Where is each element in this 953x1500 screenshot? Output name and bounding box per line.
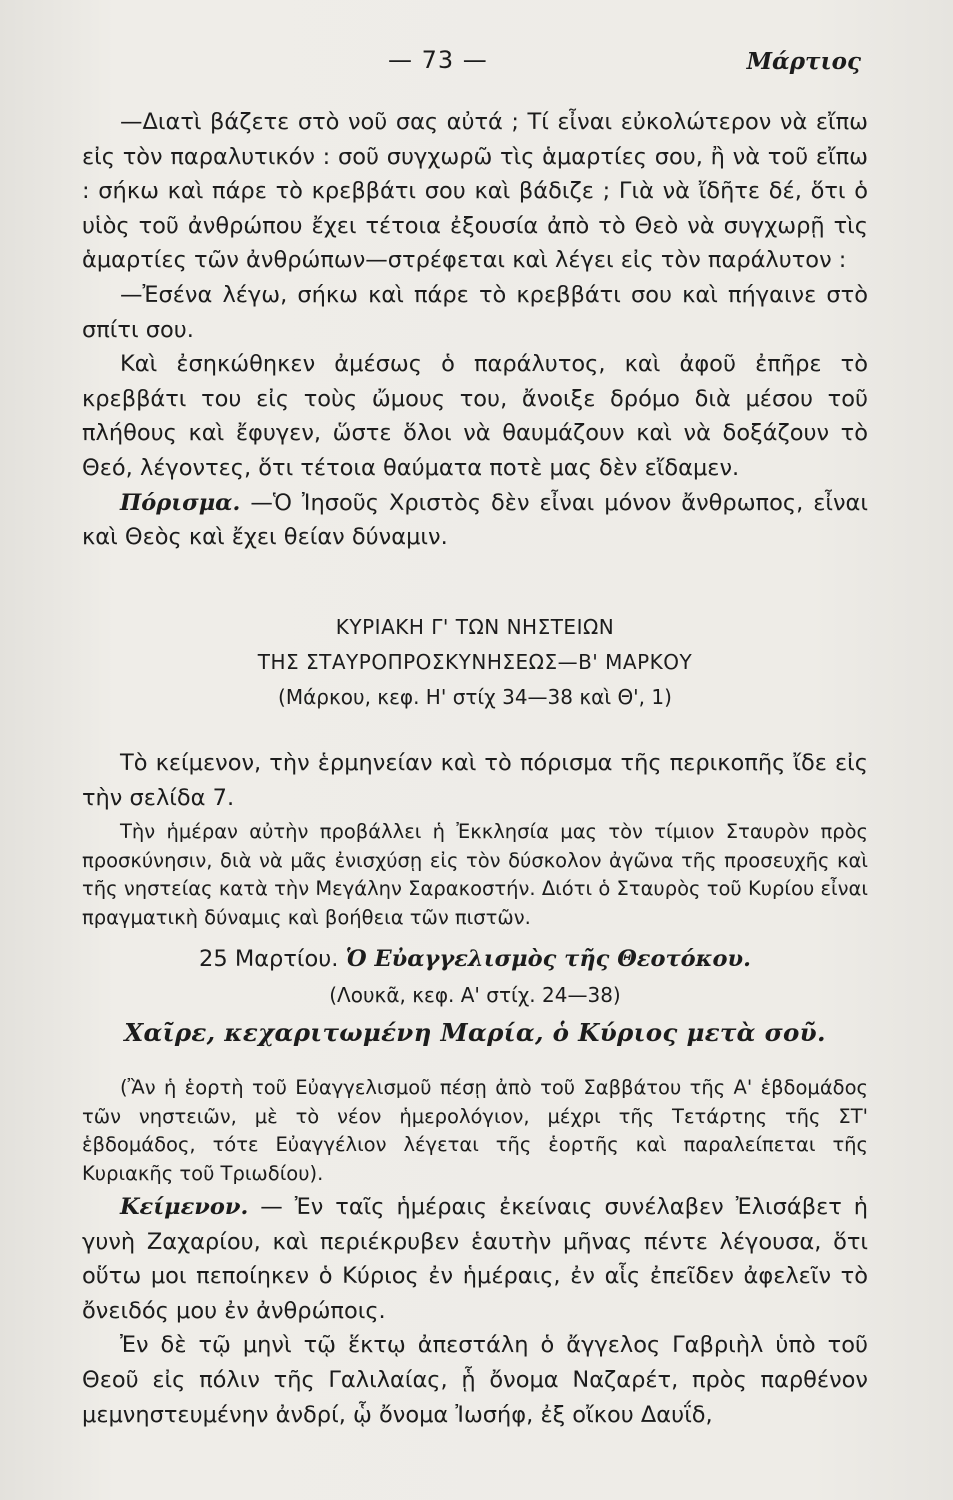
sunday-paragraph-cross: Τὴν ἡμέραν αὐτὴν προβάλλει ἡ Ἐκκλησία μας τὸν τίμιον Σταυρὸν πρὸς προσκύνησιν, διὰ νὰ μᾶς ἐνισχύσῃ εἰς τὸν δύσκολον ἀγῶνα τῆς προσευχῆς καὶ τῆς νηστείας κατὰ τὴν Μεγάλην Σαρακοστήν. Διότι ὁ Σταυρὸς τοῦ Κυρίου εἶναι πραγματικὴ δύναμις καὶ βοήθεια τῶν πιστῶν. [82, 820, 868, 930]
sunday-commentary [82, 818, 868, 933]
annunciation-feast-title: Ὁ Εὐαγγελισμὸς τῆς Θεοτόκου. [345, 946, 751, 972]
page-header [0, 46, 953, 80]
annunciation-paragraph-elizabeth [82, 1190, 868, 1328]
paragraph-healing: Καὶ ἐσηκώθηκεν ἀμέσως ὁ παράλυτος, καὶ ἀφοῦ ἐπῆρε τὸ κρεββάτι του εἰς τοὺς ὤμους του, ἄνοιξε δρόμο διὰ μέσου τοῦ πλήθους καὶ ἔφυγεν, ὥστε ὅλοι νὰ θαυμάζουν καὶ νὰ δοξάζουν τὸ Θεό, λέγοντες, ὅτι τέτοια θαύματα ποτὲ μας δὲν εἴδαμεν. [82, 351, 868, 481]
annunciation-salutation: Χαῖρε, κεχαριτωμένη Μαρία, ὁ Κύριος μετὰ σοῦ. [124, 1018, 826, 1047]
sunday-section [82, 610, 868, 715]
annunciation-text [82, 1190, 868, 1432]
porisma-label: Πόρισμα. [120, 489, 241, 516]
annunciation-paragraph-gabriel: Ἐν δὲ τῷ μηνὶ τῷ ἕκτῳ ἀπεστάλη ὁ ἄγγελος Γαβριὴλ ὑπὸ τοῦ Θεοῦ εἰς πόλιν τῆς Γαλιλαίας, ᾗ ὄνομα Ναζαρέτ, πρὸς παρθένον μεμνηστευμένην ἀνδρί, ᾧ ὄνομα Ἰωσήφ, ἐξ οἴκου Δαυΐδ, [82, 1332, 868, 1428]
keimenon-text: — Ἐν ταῖς ἡμέραις ἐκείναις συνέλαβεν Ἐλισάβετ ἡ γυνὴ Ζαχαρίου, καὶ περιέκρυβεν ἑαυτὴν μῆνας πέντε λέγουσα, ὅτι οὕτω μοι πεποίηκεν ὁ Κύριος ἐν ἡμέραις, ἐν αἷς ἐπεῖδεν ἀφελεῖν τὸ ὄνειδός μου ἐν ἀνθρώποις. [82, 1194, 868, 1324]
running-head-month: Μάρτιος [746, 48, 861, 75]
sunday-paragraph-see-page: Τὸ κείμενον, τὴν ἑρμηνείαν καὶ τὸ πόρισμα τῆς περικοπῆς ἴδε εἰς τὴν σελίδα 7. [82, 750, 868, 811]
sunday-reference: (Μάρκου, κεφ. Η' στίχ 34—38 καὶ Θ', 1) [278, 685, 672, 709]
annunciation-heading [82, 940, 868, 978]
annunciation-section [82, 940, 868, 1053]
sunday-text [82, 746, 868, 815]
annunciation-reference: (Λουκᾶ, κεφ. Α' στίχ. 24—38) [329, 983, 621, 1007]
sunday-title-line1: ΚΥΡΙΑΚΗ Γ' ΤΩΝ ΝΗΣΤΕΙΩΝ [335, 615, 615, 639]
sunday-title-line2: ΤΗΣ ΣΤΑΥΡΟΠΡΟΣΚΥΝΗΣΕΩΣ—Β' ΜΑΡΚΟΥ [257, 650, 693, 674]
keimenon-label: Κείμενον. [120, 1194, 249, 1220]
annunciation-note-text: (Ἂν ἡ ἑορτὴ τοῦ Εὐαγγελισμοῦ πέσῃ ἀπὸ τοῦ Σαββάτου τῆς Α' ἑβδομάδος τῶν νηστειῶν, μὲ τὸ νέον ἡμερολόγιον, μέχρι τῆς Τετάρτης τῆς ΣΤ' ἑβδομάδος, τότε Εὐαγγέλιον λέγεται τῆς ἑορτῆς καὶ παραλείπεται τῆς Κυριακῆς τοῦ Τριωδίου). [82, 1076, 868, 1186]
annunciation-note [82, 1074, 868, 1189]
annunciation-date: 25 Μαρτίου. [199, 946, 346, 972]
narrative-block [82, 105, 868, 555]
paragraph-question: —Διατὶ βάζετε στὸ νοῦ σας αὐτά ; Τί εἶναι εὐκολώτερον νὰ εἴπω εἰς τὸν παραλυτικόν : σοῦ συγχωρῶ τὶς ἁμαρτίες σου, ἢ νὰ τοῦ εἴπω : σήκω καὶ πάρε τὸ κρεββάτι σου καὶ βάδιζε ; Γιὰ νὰ ἴδῆτε δέ, ὅτι ὁ υἱὸς τοῦ ἀνθρώπου ἔχει τέτοια ἐξουσία ἀπὸ τὸ Θεὸ νὰ συγχωρῇ τὶς ἁμαρτίες τῶν ἀνθρώπων—στρέφεται καὶ λέγει εἰς τὸν παράλυτον : [82, 109, 868, 274]
paragraph-porisma [82, 486, 868, 555]
paragraph-command: —Ἐσένα λέγω, σήκω καὶ πάρε τὸ κρεββάτι σου καὶ πήγαινε στὸ σπίτι σου. [82, 281, 868, 343]
porisma-text: —Ὁ Ἰησοῦς Χριστὸς δὲν εἶναι μόνον ἄνθρωπος, εἶναι καὶ Θεὸς καὶ ἔχει θείαν δύναμιν. [82, 489, 868, 551]
page-number: — 73 — [388, 46, 488, 74]
